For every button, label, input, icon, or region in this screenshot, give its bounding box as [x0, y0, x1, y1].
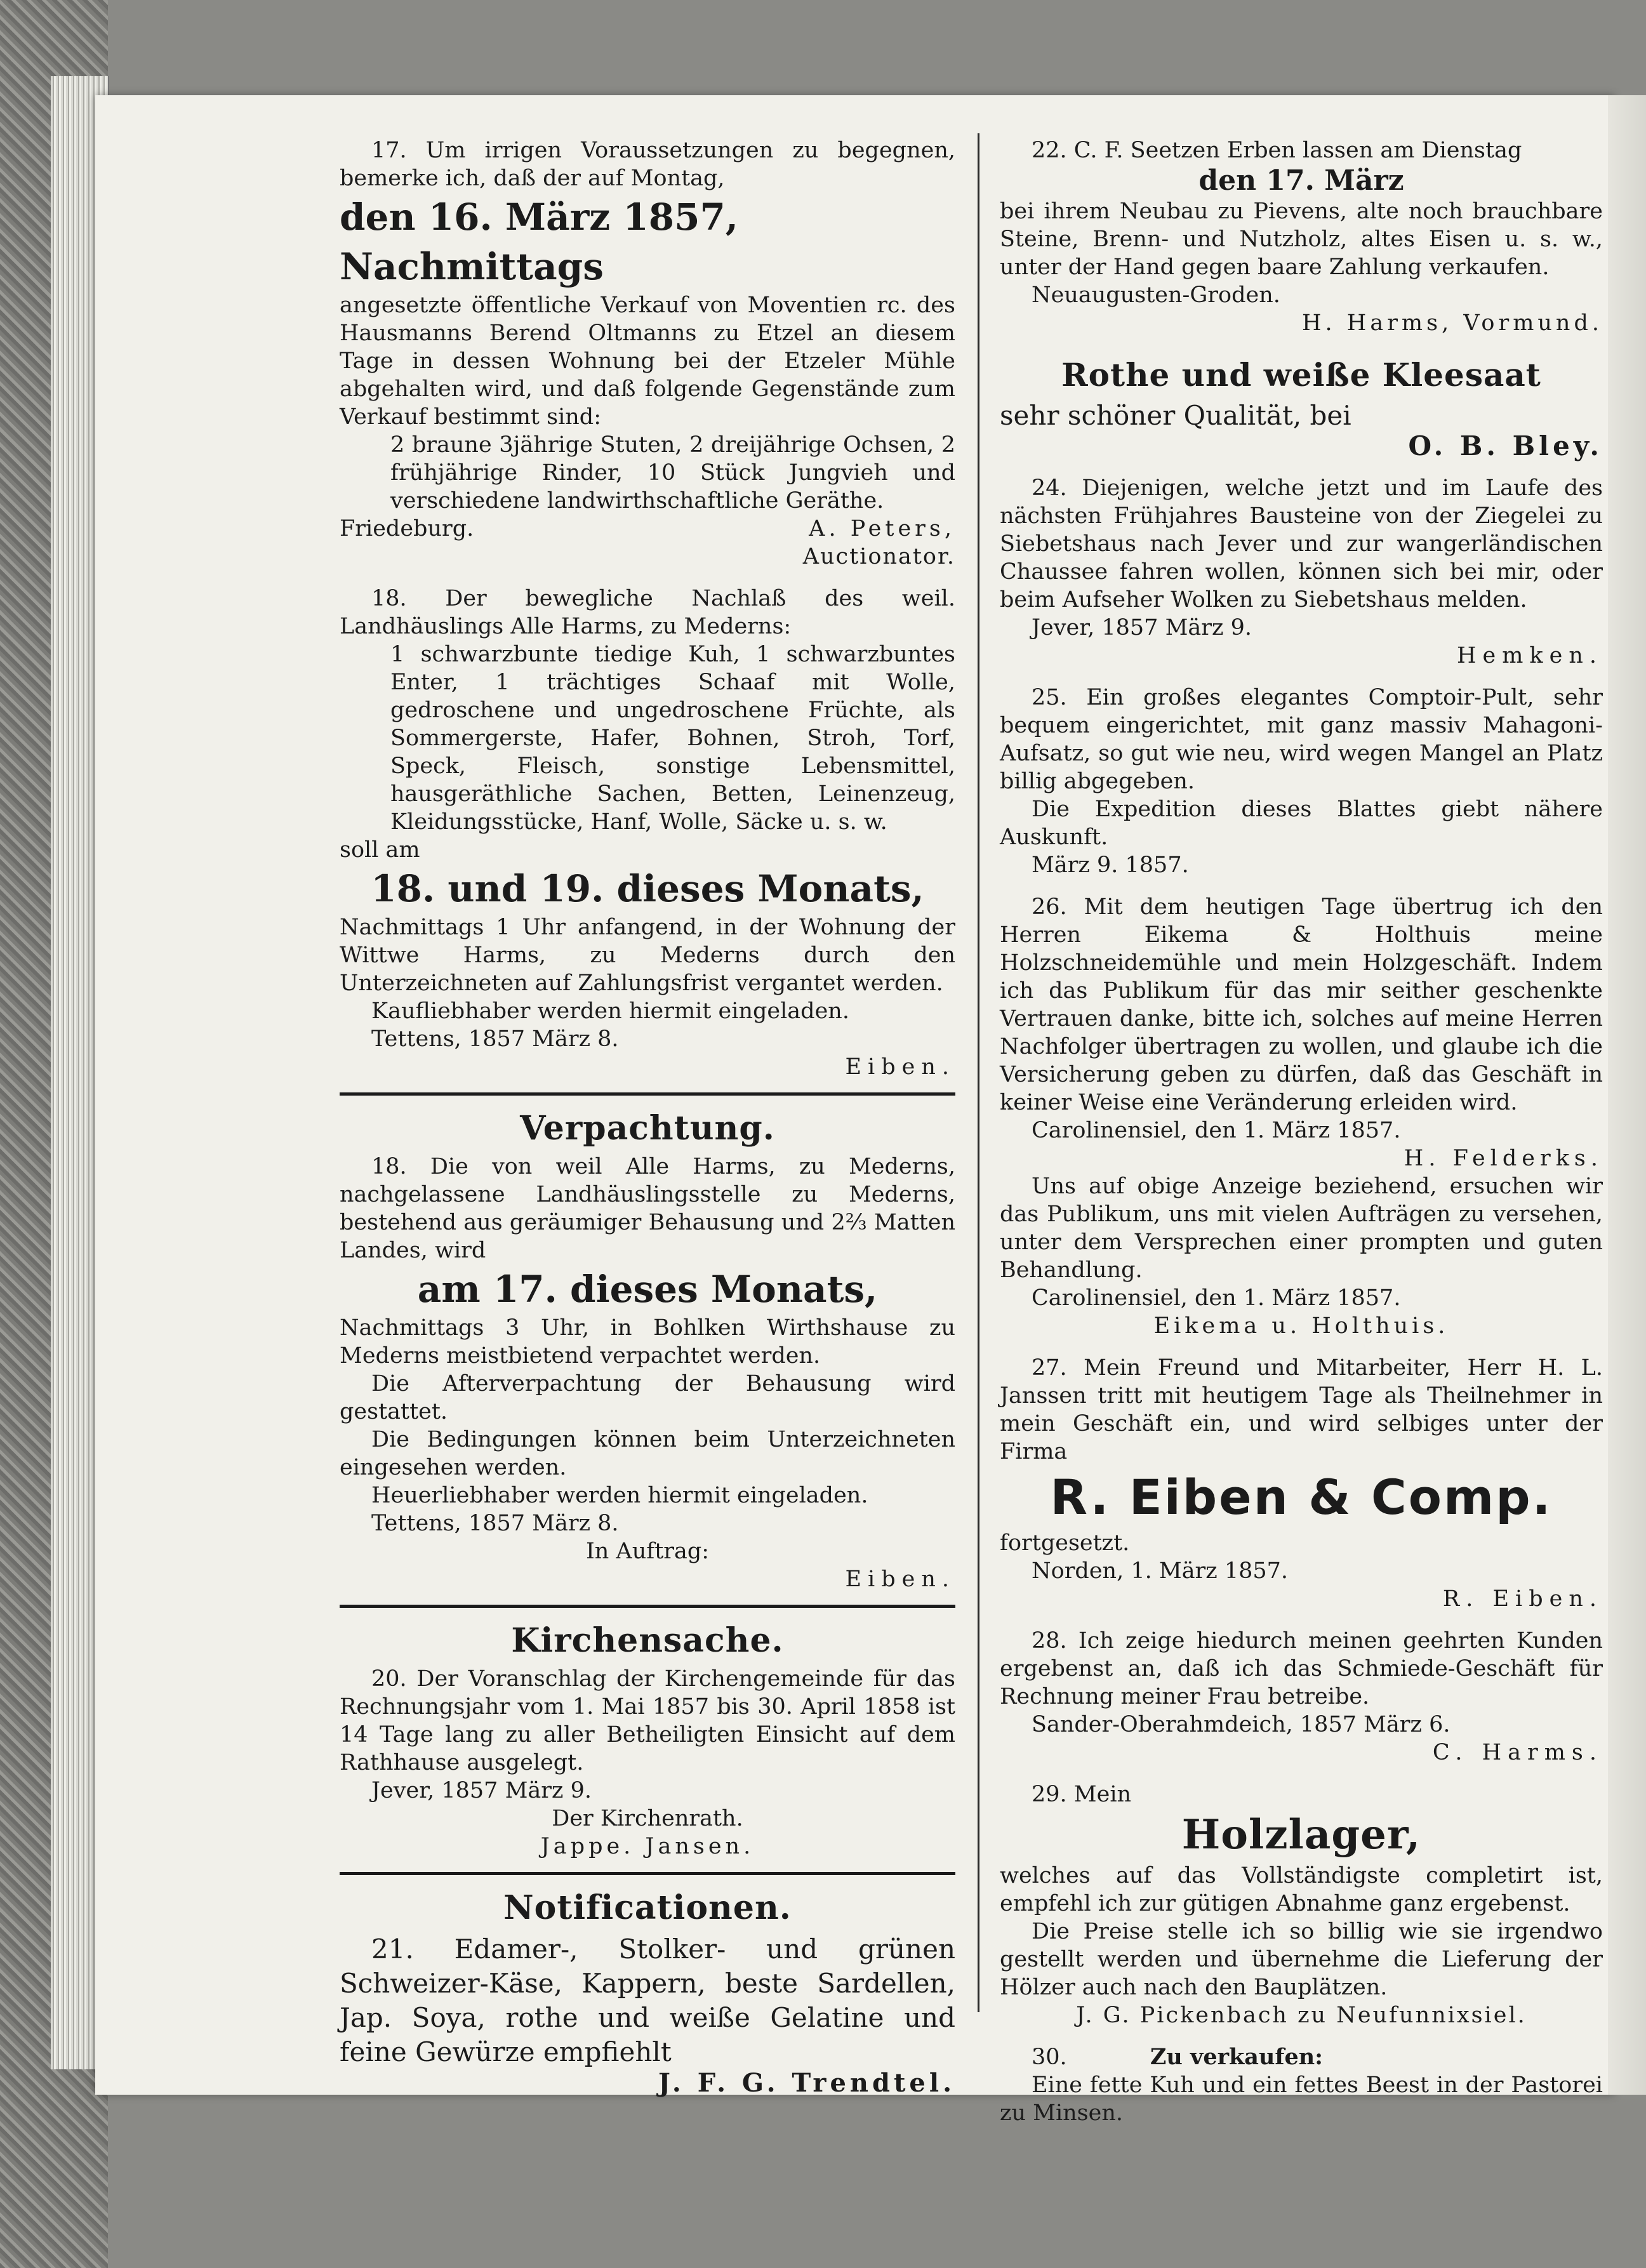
notice-28-place: Sander-Oberahmdeich, 1857 März 6.: [1032, 1712, 1450, 1737]
notice-20-body: Der Kirchenrath.: [552, 1806, 743, 1831]
section-heading-kirchensache: Kirchensache.: [511, 1621, 784, 1660]
left-column: [340, 136, 955, 2097]
notice-20-text: 20. Der Voranschlag der Kirchengemeinde für das Rechnungsjahr vom 1. Mai 1857 bis 30. April 1858 ist 14 Tage lang zu aller Betheiligten Einsicht auf dem Rathhause ausgelegt.: [340, 1666, 955, 1775]
lease-18-signature: Eiben.: [845, 1567, 955, 1592]
section-rule: [340, 1092, 955, 1096]
notice-21-signature: J. F. G. Trendtel.: [658, 2068, 955, 2098]
notice-18-soll: soll am: [340, 837, 420, 863]
notice-30-body: Eine fette Kuh und ein fettes Beest in der Pastorei zu Minsen.: [1000, 2072, 1603, 2126]
right-column: [1000, 136, 1603, 2127]
lease-18-place: Tettens, 1857 März 8.: [371, 1511, 619, 1536]
notice-17-signature: A. Peters,: [809, 516, 955, 541]
notice-25-info: Die Expedition dieses Blattes giebt nähere Auskunft.: [1000, 797, 1603, 850]
notice-26-place-2: Carolinensiel, den 1. März 1857.: [1032, 1285, 1401, 1311]
notice-22-place: Neuaugusten-Groden.: [1032, 282, 1280, 308]
notice-26-place: Carolinensiel, den 1. März 1857.: [1032, 1118, 1401, 1143]
notice-18-date: 18. und 19. dieses Monats,: [371, 867, 924, 910]
lease-18-invite: Heuerliebhaber werden hiermit eingeladen.: [371, 1483, 868, 1508]
section-heading-notificationen: Notificationen.: [503, 1888, 792, 1927]
section-rule: [340, 1605, 955, 1608]
lease-18-after: Die Afterverpachtung der Behausung wird gestattet.: [340, 1371, 955, 1424]
facing-page-edge: [1608, 95, 1646, 2095]
notice-29-heading: Holzlager,: [1181, 1811, 1421, 1859]
notice-24-signature: Hemken.: [1456, 643, 1603, 668]
notice-18-text: 18. Der bewegliche Nachlaß des weil. Landhäuslings Alle Harms, zu Mederns:: [340, 586, 955, 639]
section-rule: [340, 1872, 955, 1875]
notice-17-text: 17. Um irrigen Voraussetzungen zu begegnen, bemerke ich, daß der auf Montag,: [340, 138, 955, 191]
notice-29-body: welches auf das Vollständigste completirt ist, empfehl ich zur gütigen Abnahme ganz ergebenst.: [1000, 1863, 1603, 1916]
notice-17-body: angesetzte öffentliche Verkauf von Moventien rc. des Hausmanns Berend Oltmanns zu Etzel an diesem Tage in dessen Wohnung bei der Etzeler Mühle abgehalten wird, und daß folgende Gegenstände zum Verkauf bestimmt sind:: [340, 293, 955, 430]
notice-24-place: Jever, 1857 März 9.: [1032, 615, 1252, 640]
notice-29-prices: Die Preise stelle ich so billig wie sie irgendwo gestellt werden und übernehme die Lieferung der Hölzer auch nach den Bauplätzen.: [1000, 1919, 1603, 2000]
notice-18-body: Nachmittags 1 Uhr anfangend, in der Wohnung der Wittwe Harms, zu Mederns durch den Unterzeichneten auf Zahlungsfrist vergantet werden.: [340, 915, 955, 996]
notice-29-lead: 29. Mein: [1032, 1782, 1132, 1807]
notice-26-follow: Uns auf obige Anzeige beziehend, ersuchen wir das Publikum, uns mit vielen Aufträgen zu versehen, unter dem Versprechen einer prompten und guten Behandlung.: [1000, 1174, 1603, 1283]
column-divider: [978, 133, 979, 2012]
notice-26-signature-2: Eikema u. Holthuis.: [1153, 1313, 1449, 1339]
notice-29-signature: J. G. Pickenbach zu Neufunnixsiel.: [1076, 2003, 1527, 2028]
notice-27-continued: fortgesetzt.: [1000, 1530, 1130, 1556]
notice-22-body: bei ihrem Neubau zu Pievens, alte noch brauchbare Steine, Brenn- und Nutzholz, altes Eisen u. s. w., unter der Hand gegen baare Zahlung verkaufen.: [1000, 199, 1603, 280]
advert-kleesaat-signature: O. B. Bley.: [1408, 430, 1603, 461]
advert-kleesaat-body: sehr schöner Qualität, bei: [1000, 400, 1351, 431]
notice-21-text: 21. Edamer-, Stolker- und grünen Schweizer-Käse, Kappern, beste Sardellen, Jap. Soya, rothe und weiße Gelatine und feine Gewürze empfiehlt: [340, 1933, 955, 2067]
lease-18-conditions: Die Bedingungen können beim Unterzeichneten eingesehen werden.: [340, 1427, 955, 1480]
notice-27-firm: R. Eiben & Comp.: [1050, 1469, 1553, 1525]
advert-kleesaat-heading: Rothe und weiße Kleesaat: [1061, 356, 1541, 394]
notice-27-signature: R. Eiben.: [1442, 1586, 1603, 1612]
notice-27-text: 27. Mein Freund und Mitarbeiter, Herr H. L. Janssen tritt mit heutigem Tage als Theilnehmer in mein Geschäft ein, und wird selbiges unter der Firma: [1000, 1355, 1603, 1464]
notice-30: [1000, 2043, 1603, 2071]
section-heading-verpachtung: Verpachtung.: [520, 1109, 775, 1148]
notice-28-text: 28. Ich zeige hiedurch meinen geehrten Kunden ergebenst an, daß ich das Schmiede-Geschäft für Rechnung meiner Frau betreibe.: [1000, 1628, 1603, 1709]
notice-17-items: 2 braune 3jährige Stuten, 2 dreijährige Ochsen, 2 frühjährige Rinder, 10 Stück Jungvieh und verschiedene landwirthschaftliche Geräthe.: [390, 432, 955, 514]
notice-28-signature: C. Harms.: [1432, 1740, 1603, 1765]
notice-26-signature: H. Felderks.: [1404, 1146, 1603, 1171]
notice-26-text: 26. Mit dem heutigen Tage übertrug ich den Herren Eikema & Holthuis meine Holzschneidemühle und mein Holzgeschäft. Indem ich das Publikum für das mir seither geschenkte Vertrauen danke, bitte ich, solches auf meine Herren Nachfolger übertragen zu wollen, und glaube ich die Versicherung geben zu dürfen, daß das Geschäft in keiner Weise eine Veränderung erleiden wird.: [1000, 894, 1603, 1115]
lease-18-date: am 17. dieses Monats,: [417, 1268, 878, 1311]
notice-30-heading: Zu verkaufen:: [1150, 2044, 1324, 2070]
notice-18-items: 1 schwarzbunte tiedige Kuh, 1 schwarzbuntes Enter, 1 trächtiges Schaaf mit Wolle, gedroschene und ungedroschene Früchte, als Sommergerste, Hafer, Bohnen, Stroh, Torf, Speck, Fleisch, sonstige Lebensmittel, hausgeräthliche Sachen, Betten, Leinenzeug, Kleidungsstücke, Hanf, Wolle, Säcke u. s. w.: [390, 642, 955, 835]
notice-22-signature: H. Harms, Vormund.: [1302, 310, 1603, 336]
notice-22-text: 22. C. F. Seetzen Erben lassen am Dienstag: [1032, 138, 1522, 163]
notice-25-date: März 9. 1857.: [1032, 852, 1189, 878]
notice-27-place: Norden, 1. März 1857.: [1032, 1558, 1289, 1584]
notice-17-date: den 16. März 1857, Nachmittags: [340, 196, 739, 288]
lease-18-text: 18. Die von weil Alle Harms, zu Mederns, nachgelassene Landhäuslingsstelle zu Mederns, bestehend aus geräumiger Behausung und 2⅔ Matten Landes, wird: [340, 1154, 955, 1263]
notice-17-title: Auctionator.: [802, 544, 955, 569]
lease-18-body: Nachmittags 3 Uhr, in Bohlken Wirthshause zu Mederns meistbietend verpachtet werden.: [340, 1315, 955, 1369]
notice-20-signature: Jappe. Jansen.: [540, 1834, 755, 1859]
notice-25-text: 25. Ein großes elegantes Comptoir-Pult, sehr bequem eingerichtet, mit ganz massiv Mahagoni-Aufsatz, so gut wie neu, wird wegen Mangel an Platz billig abgegeben.: [1000, 685, 1603, 794]
notice-24-text: 24. Diejenigen, welche jetzt und im Laufe des nächsten Frühjahres Bausteine von der Ziegelei zu Siebetshaus nach Jever und zur wangerländischen Chaussee fahren wollen, können sich bei mir, oder beim Aufseher Wolken zu Siebetshaus melden.: [1000, 475, 1603, 613]
notice-22-date: den 17. März: [1198, 164, 1404, 197]
lease-18-auftrag: In Auftrag:: [585, 1539, 710, 1564]
notice-20-place: Jever, 1857 März 9.: [371, 1778, 592, 1803]
notice-18-invite: Kaufliebhaber werden hiermit eingeladen.: [371, 998, 849, 1024]
notice-18-signature: Eiben.: [845, 1054, 955, 1080]
notice-18-place: Tettens, 1857 März 8.: [371, 1026, 619, 1052]
notice-30-lead: 30.: [1032, 2045, 1067, 2070]
notice-17-place: Friedeburg. A. Peters,: [340, 516, 955, 541]
